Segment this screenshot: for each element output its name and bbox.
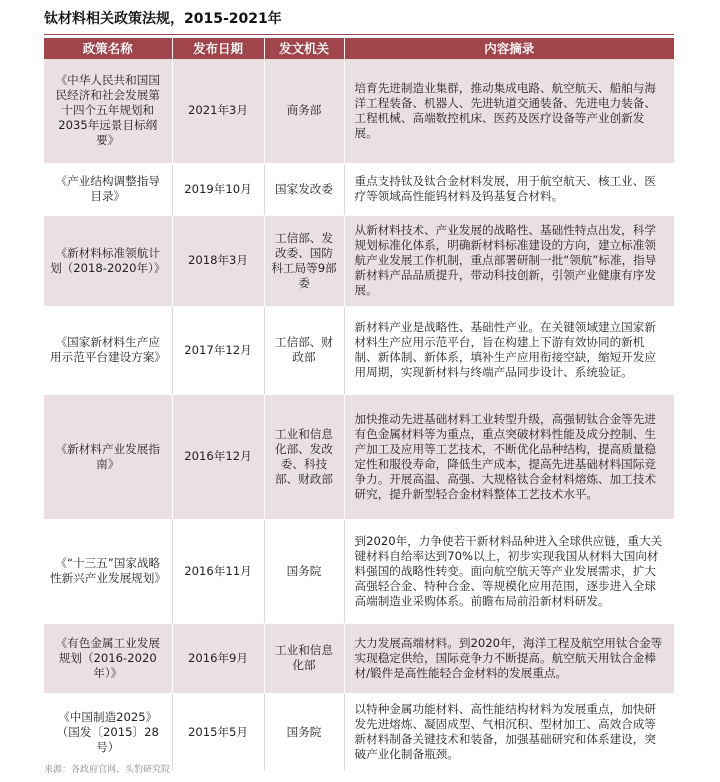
table-row: [44, 394, 674, 519]
issuing-authority: 工信部、财政部: [264, 306, 344, 394]
issuing-authority: 工信部、发改委、国防科工局等9部委: [264, 215, 344, 306]
content-excerpt: 重点支持钛及钛合金材料发展，用于航空航天、核工业、医疗等领域高性能钨材料及钨基复合材料。: [344, 163, 674, 215]
release-date: 2016年12月: [172, 394, 264, 519]
content-excerpt: 新材料产业是战略性、基础性产业。在关键领域建立国家新材料生产应用示范平台，旨在构建上下游有效协同的新机制、新体制、新体系，填补生产应用衔接空缺，缩短开发应用周期，实现新材料与终端产品同步设计、系统验证。: [344, 306, 674, 394]
issuing-authority: 工业和信息化部: [264, 623, 344, 693]
release-date: 2015年5月: [172, 693, 264, 771]
source-note: 来源：各政府官网、头豹研究院: [44, 765, 171, 775]
issuing-authority: 国家发改委: [264, 163, 344, 215]
header-issuing-authority: 发文机关: [264, 38, 344, 59]
policy-name: 《有色金属工业发展规划（2016-2020年）》: [44, 623, 172, 693]
table-header-row: [44, 38, 674, 59]
table-row: [44, 306, 674, 394]
table-row: [44, 215, 674, 306]
title-divider: [44, 34, 674, 35]
header-content-excerpt: 内容摘录: [344, 38, 674, 59]
table-row: [44, 59, 674, 163]
release-date: 2016年9月: [172, 623, 264, 693]
issuing-authority: 国务院: [264, 519, 344, 623]
content-excerpt: 培育先进制造业集群，推动集成电路、航空航天、船舶与海洋工程装备、机器人、先进轨道交通装备、先进电力装备、工程机械、高端数控机床、医药及医疗设备等产业创新发展。: [344, 59, 674, 163]
content-excerpt: 以特种金属功能材料、高性能结构材料为发展重点，加快研发先进熔炼、凝固成型、气相沉积、型材加工、高效合成等新材料制备关键技术和装备，加强基础研究和体系建设，突破产业化制备瓶颈。: [344, 693, 674, 771]
release-date: 2019年10月: [172, 163, 264, 215]
policy-table: [44, 38, 674, 772]
header-policy-name: 政策名称: [44, 38, 172, 59]
policy-name: 《新材料产业发展指南》: [44, 394, 172, 519]
policy-name: 《中华人民共和国国民经济和社会发展第十四个五年规划和2035年远景目标纲要》: [44, 59, 172, 163]
page-title: 钛材料相关政策法规，2015-2021年: [44, 11, 282, 27]
policy-name: 《“十三五”国家战略性新兴产业发展规划》: [44, 519, 172, 623]
issuing-authority: 工业和信息化部、发改委、科技部、财政部: [264, 394, 344, 519]
table-row: [44, 163, 674, 215]
release-date: 2017年12月: [172, 306, 264, 394]
content-excerpt: 到2020年，力争使若干新材料品种进入全球供应链，重大关键材料自给率达到70%以上，初步实现我国从材料大国向材料强国的战略性转变。面向航空航天等产业发展需求，扩大高强轻合金、特种合金、等规模化应用范围，逐步进入全球高端制造业采购体系。前瞻布局前沿新材料研发。: [344, 519, 674, 623]
policy-name: 《产业结构调整指导目录》: [44, 163, 172, 215]
content-excerpt: 从新材料技术、产业发展的战略性、基础性特点出发，科学规划标准化体系，明确新材料标准建设的方向，建立标准领航产业发展工作机制，重点部署研制一批“领航”标准，指导新材料产品品质提升，带动科技创新，引领产业健康有序发展。: [344, 215, 674, 306]
header-release-date: 发布日期: [172, 38, 264, 59]
policy-name: 《新材料标准领航计划（2018-2020年）》: [44, 215, 172, 306]
table-row: [44, 693, 674, 771]
content-excerpt: 大力发展高端材料。到2020年，海洋工程及航空用钛合金等实现稳定供给，国际竞争力不断提高。航空航天用钛合金棒材/锻件是高性能轻合金材料的发展重点。: [344, 623, 674, 693]
policy-name: 《中国制造2025》（国发〔2015〕28号）: [44, 693, 172, 771]
issuing-authority: 商务部: [264, 59, 344, 163]
policy-name: 《国家新材料生产应用示范平台建设方案》: [44, 306, 172, 394]
table-row: [44, 623, 674, 693]
release-date: 2016年11月: [172, 519, 264, 623]
issuing-authority: 国务院: [264, 693, 344, 771]
release-date: 2018年3月: [172, 215, 264, 306]
release-date: 2021年3月: [172, 59, 264, 163]
content-excerpt: 加快推动先进基础材料工业转型升级，高强韧钛合金等先进有色金属材料等为重点，重点突破材料性能及成分控制、生产加工及应用等工艺技术，不断优化品种结构，提高质量稳定性和服役寿命，降低生产成本，提高先进基础材料国际竞争力。开展高温、高强、大规格钛合金材料熔炼、加工技术研究，提升新型轻合金材料整体工艺技术水平。: [344, 394, 674, 519]
table-row: [44, 519, 674, 623]
